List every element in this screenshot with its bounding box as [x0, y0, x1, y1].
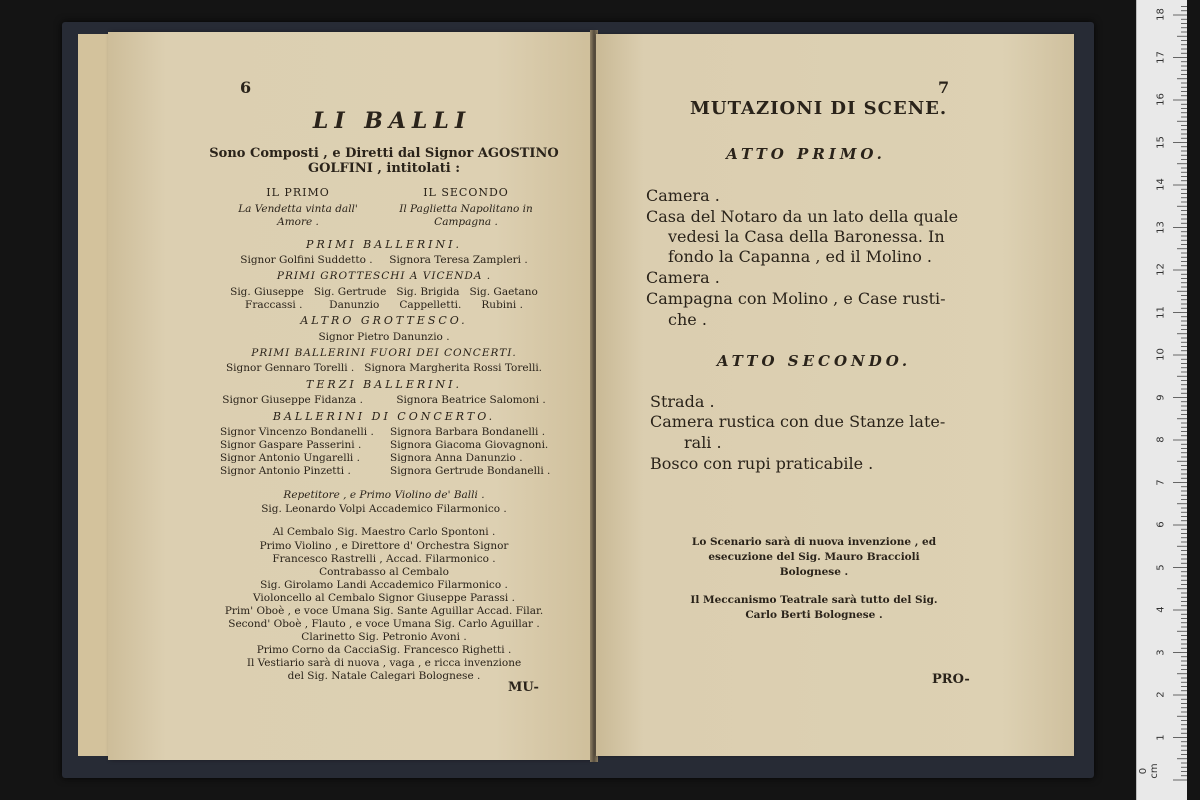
ballet-2-line-2: Campagna . [434, 216, 498, 228]
act-1-scene: Camera . [646, 186, 720, 205]
ruler-unit-label: 0 cm [1138, 763, 1160, 779]
terzi-ballerini-names: Signor Giuseppe Fidanza . Signora Beatrice Salomoni . [222, 394, 546, 406]
vestiario-line-1: Il Vestiario sarà di nuova , vaga , e ricca invenzione [246, 657, 522, 669]
section-ballerini-concerto: BALLERINI DI CONCERTO. [272, 410, 496, 423]
scenario-note-line-2: esecuzione del Sig. Mauro Braccioli [708, 551, 920, 563]
repetitore-line-1: Repetitore , e Primo Violino de' Balli . [283, 489, 485, 501]
ballet-1-line-2: Amore . [277, 216, 319, 228]
section-terzi-ballerini: TERZI BALLERINI. [306, 378, 462, 391]
act-2-scene: Camera rustica con due Stanze late- [650, 412, 946, 431]
orchestra-line: Primo Corno da CacciaSig. Francesco Righetti . [256, 644, 512, 656]
act-1-scene: fondo la Capanna , ed il Molino . [668, 247, 933, 266]
fuori-concerti-names: Signor Gennaro Torelli . Signora Margherita Rossi Torelli. [225, 362, 543, 374]
col-head-primo: IL PRIMO [266, 186, 330, 199]
section-altro-grottesco: ALTRO GROTTESCO. [300, 314, 468, 327]
ruler-number: 6 [1155, 521, 1167, 528]
altro-grottesco-name: Signor Pietro Danunzio . [318, 331, 450, 343]
orchestra-line: Contrabasso al Cembalo [319, 566, 449, 578]
orchestra-line: Al Cembalo Sig. Maestro Carlo Spontoni . [272, 526, 496, 538]
concerto-right-2: Signora Giacoma Giovagnoni. [390, 439, 549, 451]
primi-ballerini-names: Signor Golfini Suddetto . Signora Teresa Zampleri . [240, 254, 528, 266]
ballet-2-line-1: Il Paglietta Napolitano in [399, 203, 533, 215]
ruler-number: 18 [1155, 8, 1167, 21]
right-catchword: PRO- [932, 672, 970, 687]
ruler-number: 13 [1155, 220, 1167, 234]
intro-line-2: GOLFINI , intitolati : [307, 161, 461, 176]
left-catchword: MU- [508, 680, 539, 695]
act-1-scene: che . [668, 310, 707, 329]
ruler-number: 5 [1155, 563, 1167, 571]
col-head-secondo: IL SECONDO [423, 186, 509, 199]
act-1-scene: vedesi la Casa della Baronessa. In [668, 227, 945, 246]
measurement-ruler [1136, 0, 1187, 800]
ruler-number: 10 [1155, 348, 1167, 361]
concerto-right-3: Signora Anna Danunzio . [390, 452, 523, 464]
grotteschi-line-1: Sig. Giuseppe Sig. Gertrude Sig. Brigida Sig. Gaetano [230, 286, 538, 298]
scenario-note-line-1: Lo Scenario sarà di nuova invenzione , ed [691, 536, 937, 548]
concerto-left-4: Signor Antonio Pinzetti . [220, 465, 351, 477]
ruler-number: 11 [1155, 305, 1167, 319]
act-2-title: ATTO SECONDO. [716, 352, 912, 370]
left-page-title: LI BALLI [312, 108, 472, 134]
mechanism-note-line-2: Carlo Berti Bolognese . [745, 609, 883, 621]
ruler-number: 9 [1155, 393, 1167, 401]
section-fuori-concerti: PRIMI BALLERINI FUORI DEI CONCERTI. [251, 347, 517, 359]
ruler-number: 1 [1155, 733, 1167, 741]
concerto-left-3: Signor Antonio Ungarelli . [220, 452, 360, 464]
ruler-number: 8 [1155, 436, 1167, 443]
act-1-scene: Casa del Notaro da un lato della quale [646, 207, 959, 226]
grotteschi-line-2: Fraccassi . Danunzio Cappelletti. Rubini . [245, 299, 523, 311]
vestiario-line-2: del Sig. Natale Calegari Bolognese . [287, 670, 481, 682]
ruler-number: 17 [1155, 50, 1167, 64]
ruler-number: 3 [1155, 648, 1167, 656]
concerto-right-4: Signora Gertrude Bondanelli . [390, 465, 551, 477]
ruler-number: 12 [1155, 263, 1167, 276]
scenario-note-line-3: Bolognese . [779, 566, 849, 578]
orchestra-line: Prim' Oboè , e voce Umana Sig. Sante Aguillar Accad. Filar. [224, 605, 544, 617]
ruler-number: 4 [1155, 606, 1167, 613]
ruler-number: 2 [1155, 691, 1167, 698]
left-page-number: 6 [240, 78, 252, 97]
right-page-title: MUTAZIONI DI SCENE. [690, 98, 948, 119]
orchestra-line: Second' Oboè , Flauto , e voce Umana Sig. Carlo Aguillar . [228, 618, 540, 630]
section-primi-grotteschi: PRIMI GROTTESCHI A VICENDA . [276, 270, 492, 282]
ruler-number: 7 [1155, 478, 1167, 486]
section-primi-ballerini: PRIMI BALLERINI. [306, 238, 462, 251]
ruler-number: 14 [1155, 178, 1167, 191]
act-2-scene: Bosco con rupi praticabile . [650, 454, 874, 473]
orchestra-line: Francesco Rastrelli , Accad. Filarmonico . [272, 553, 496, 565]
concerto-right-1: Signora Barbara Bondanelli . [390, 426, 546, 438]
ruler-number: 16 [1155, 93, 1167, 106]
act-1-title: ATTO PRIMO. [726, 145, 886, 163]
orchestra-line: Sig. Girolamo Landi Accademico Filarmonico . [260, 579, 508, 591]
orchestra-line: Primo Violino , e Direttore d' Orchestra Signor [259, 540, 509, 552]
mechanism-note-line-1: Il Meccanismo Teatrale sarà tutto del Sig. [690, 594, 938, 606]
intro-line-1: Sono Composti , e Diretti dal Signor AGOSTINO [209, 146, 559, 161]
orchestra-line: Clarinetto Sig. Petronio Avoni . [301, 631, 467, 643]
act-2-scene: rali . [684, 433, 722, 452]
ruler-number: 15 [1155, 135, 1167, 149]
concerto-left-2: Signor Gaspare Passerini . [220, 439, 362, 451]
concerto-left-1: Signor Vincenzo Bondanelli . [220, 426, 374, 438]
orchestra-line: Violoncello al Cembalo Signor Giuseppe Parassi . [253, 592, 515, 604]
act-1-scene: Camera . [646, 268, 720, 287]
repetitore-line-2: Sig. Leonardo Volpi Accademico Filarmonico . [261, 503, 507, 515]
act-1-scene: Campagna con Molino , e Case rusti- [646, 289, 946, 308]
right-page-number: 7 [938, 78, 950, 97]
ballet-1-line-1: La Vendetta vinta dall' [238, 203, 358, 215]
act-2-scene: Strada . [650, 392, 715, 411]
